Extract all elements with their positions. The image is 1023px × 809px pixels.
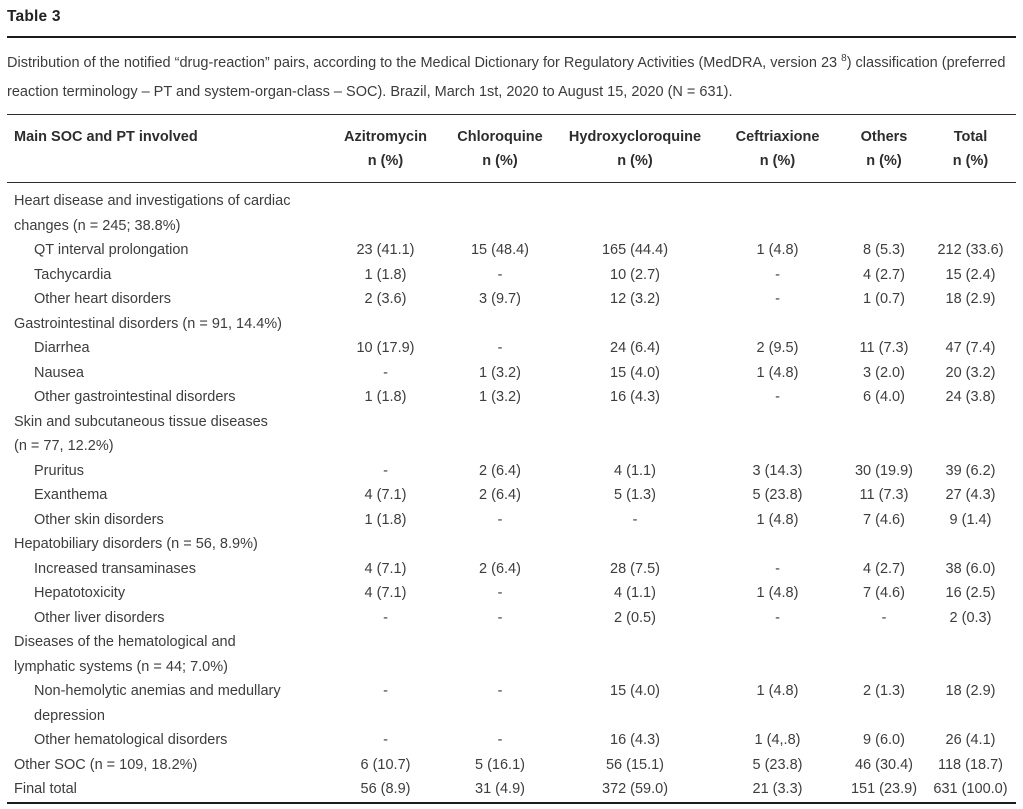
- table-header: [7, 115, 1016, 183]
- cell-value: [558, 410, 712, 459]
- caption-superscript: 8: [841, 53, 847, 65]
- soc-row: [7, 312, 1016, 337]
- cell-value: 165 (44.4): [601, 242, 669, 258]
- table-caption: [7, 49, 1009, 107]
- cell-value: -: [383, 732, 388, 748]
- cell-value: 2 (6.4): [479, 487, 521, 503]
- pt-row: [7, 287, 1016, 312]
- cell-value: 8 (5.3): [863, 242, 905, 258]
- cell-value: [329, 312, 442, 337]
- cell-value: [843, 183, 925, 239]
- cell-value: 10 (2.7): [610, 266, 660, 283]
- cell-value: [712, 410, 843, 459]
- cell-value: 118 (18.7): [937, 756, 1004, 773]
- cell-value: 2 (6.4): [479, 560, 521, 577]
- cell-value: 2 (9.5): [756, 340, 799, 356]
- cell-value: 15 (4.0): [610, 683, 660, 699]
- cell-value: -: [632, 511, 638, 528]
- cell-value: 47 (7.4): [945, 340, 996, 356]
- cell-value: 4 (2.7): [863, 266, 905, 283]
- row-label: Other gastrointestinal disorders: [34, 389, 236, 405]
- row-label: Other SOC (n = 109, 18.2%): [14, 756, 198, 773]
- cell-value: 16 (4.3): [610, 732, 660, 748]
- column-header-chloroquine: Chloroquine n (%): [442, 115, 558, 183]
- soc-row: [7, 410, 1016, 459]
- cell-value: [712, 312, 843, 337]
- cell-value: [558, 532, 712, 557]
- cell-value: 1 (4.8): [756, 511, 799, 528]
- cell-value: 3 (9.7): [479, 291, 521, 307]
- cell-value: 7 (4.6): [863, 511, 905, 528]
- cell-value: 9 (6.0): [863, 732, 905, 748]
- cell-value: 1 (3.2): [479, 364, 521, 381]
- cell-value: 18 (2.9): [945, 683, 996, 699]
- soc-row: [7, 183, 1016, 239]
- cell-value: [712, 183, 843, 239]
- cell-value: [843, 410, 925, 459]
- cell-value: [558, 630, 712, 679]
- row-label: Non-hemolytic anemias and medullary depression: [34, 683, 281, 724]
- row-label: Other heart disorders: [34, 291, 172, 307]
- cell-value: 1 (4,.8): [754, 732, 801, 748]
- cell-value: 1 (4.8): [756, 242, 799, 258]
- cell-value: -: [383, 462, 388, 479]
- soc-row: [7, 532, 1016, 557]
- cell-value: -: [497, 266, 503, 283]
- cell-value: -: [775, 389, 780, 405]
- cell-value: 1 (1.8): [364, 389, 407, 405]
- pt-row: [7, 483, 1016, 508]
- column-header-azitromycin: Azitromycin n (%): [329, 115, 442, 183]
- row-label: Gastrointestinal disorders (n = 91, 14.4%): [14, 315, 282, 332]
- cell-value: 39 (6.2): [945, 462, 996, 479]
- cell-value: -: [497, 511, 503, 528]
- cell-value: 1 (4.8): [756, 683, 799, 699]
- row-label: QT interval prolongation: [34, 242, 189, 258]
- row-label: Diseases of the hematological and lymphatic systems (n = 44; 7.0%): [14, 634, 236, 675]
- caption-text-1: Distribution of the notified “drug-reaction” pairs, according to the Medical Dictionary for Regulatory Activities (MedDRA, version 23: [7, 55, 842, 71]
- row-label: Hepatotoxicity: [34, 585, 126, 601]
- cell-value: 5 (23.8): [752, 487, 803, 503]
- row-label: Skin and subcutaneous tissue diseases (n = 77, 12.2%): [14, 413, 268, 454]
- caption-text-2: ) classification (preferred reaction terminology – PT and system-organ-class – SOC). Brazil, March 1st, 2020 to August 15, 2020 (N = 631).: [7, 55, 1006, 100]
- cell-value: 2 (6.4): [479, 462, 521, 479]
- cell-value: -: [497, 732, 503, 748]
- cell-value: [925, 183, 1016, 239]
- cell-value: 15 (48.4): [470, 242, 530, 258]
- row-label: Tachycardia: [34, 266, 112, 283]
- cell-value: [442, 410, 558, 459]
- cell-value: 2 (1.3): [863, 683, 905, 699]
- pt-row: [7, 336, 1016, 361]
- row-label: Other hematological disorders: [34, 732, 228, 748]
- cell-value: [925, 630, 1016, 679]
- cell-value: 4 (1.1): [614, 462, 656, 479]
- cell-value: 38 (6.0): [945, 560, 996, 577]
- pt-row: [7, 238, 1016, 263]
- cell-value: 5 (16.1): [475, 756, 525, 773]
- cell-value: 16 (2.5): [945, 585, 996, 601]
- cell-value: [442, 312, 558, 337]
- cell-value: 4 (7.1): [364, 560, 407, 577]
- page-title: Table 3: [7, 8, 61, 25]
- cell-value: -: [775, 609, 780, 626]
- cell-value: 1 (1.8): [364, 511, 407, 528]
- row-label: Diarrhea: [34, 340, 90, 356]
- soc-row: [7, 630, 1016, 679]
- cell-value: [925, 532, 1016, 557]
- cell-value: 1 (1.8): [364, 266, 407, 283]
- cell-value: 18 (2.9): [945, 291, 996, 307]
- cell-value: 11 (7.3): [859, 487, 909, 503]
- cell-value: 10 (17.9): [356, 340, 415, 356]
- cell-value: 3 (14.3): [752, 462, 803, 479]
- column-header-ceftriaxione: Ceftriaxione n (%): [712, 115, 843, 183]
- row-label: Exanthema: [34, 487, 108, 503]
- cell-value: 7 (4.6): [863, 585, 905, 601]
- cell-value: 5 (23.8): [752, 756, 803, 773]
- cell-value: 12 (3.2): [610, 291, 660, 307]
- pt-row: [7, 728, 1016, 753]
- column-header-others: Others n (%): [843, 115, 925, 183]
- pt-row: [7, 606, 1016, 631]
- table-body: [7, 183, 1016, 803]
- cell-value: 46 (30.4): [854, 756, 914, 773]
- cell-value: [442, 630, 558, 679]
- cell-value: 27 (4.3): [945, 487, 996, 503]
- row-label: Hepatobiliary disorders (n = 56, 8.9%): [14, 536, 258, 552]
- row-label: Heart disease and investigations of cardiac changes (n = 245; 38.8%): [14, 193, 291, 234]
- cell-value: [925, 410, 1016, 459]
- cell-value: [329, 532, 442, 557]
- cell-value: 2 (3.6): [364, 291, 407, 307]
- cell-value: 6 (10.7): [360, 756, 411, 773]
- cell-value: -: [497, 683, 503, 699]
- column-header-hydroxycloroquine: Hydroxycloroquine n (%): [558, 115, 712, 183]
- cell-value: -: [383, 609, 388, 626]
- cell-value: 151 (23.9): [850, 781, 918, 797]
- pt-row: [7, 385, 1016, 410]
- cell-value: 9 (1.4): [949, 511, 992, 528]
- cell-value: 3 (2.0): [863, 364, 905, 381]
- cell-value: [442, 532, 558, 557]
- cell-value: 28 (7.5): [610, 560, 660, 577]
- cell-value: 2 (0.3): [949, 609, 992, 626]
- pt-row: [7, 581, 1016, 606]
- pt-row: [7, 361, 1016, 386]
- cell-value: -: [775, 560, 780, 577]
- cell-value: [843, 630, 925, 679]
- cell-value: 6 (4.0): [863, 389, 905, 405]
- cell-value: 1 (4.8): [756, 585, 799, 601]
- cell-value: 15 (4.0): [610, 364, 660, 381]
- cell-value: 4 (7.1): [364, 585, 407, 601]
- pt-row: [7, 508, 1016, 533]
- cell-value: 1 (0.7): [863, 291, 905, 307]
- cell-value: 2 (0.5): [614, 609, 656, 626]
- row-label: Nausea: [34, 364, 84, 381]
- cell-value: [329, 410, 442, 459]
- cell-value: [712, 532, 843, 557]
- header-row: [7, 115, 1016, 183]
- cell-value: 26 (4.1): [945, 732, 996, 748]
- cell-value: -: [881, 609, 887, 626]
- total-row: [7, 777, 1016, 803]
- cell-value: 23 (41.1): [356, 242, 415, 258]
- cell-value: [925, 312, 1016, 337]
- pt-row: [7, 459, 1016, 484]
- cell-value: [329, 630, 442, 679]
- cell-value: [442, 183, 558, 239]
- cell-value: [558, 312, 712, 337]
- row-label: Pruritus: [34, 462, 84, 479]
- cell-value: 15 (2.4): [945, 266, 996, 283]
- cell-value: 30 (19.9): [854, 462, 914, 479]
- column-header-soc-pt: Main SOC and PT involved: [7, 115, 329, 183]
- cell-value: 1 (4.8): [756, 364, 799, 381]
- row-label: Final total: [14, 781, 77, 797]
- cell-value: -: [383, 683, 388, 699]
- pt-row: [7, 557, 1016, 582]
- cell-value: 372 (59.0): [601, 781, 669, 797]
- cell-value: 4 (1.1): [614, 585, 656, 601]
- cell-value: 5 (1.3): [614, 487, 656, 503]
- cell-value: 56 (8.9): [360, 781, 411, 797]
- cell-value: 4 (2.7): [863, 560, 905, 577]
- row-label: Other skin disorders: [34, 511, 164, 528]
- soc-row: [7, 753, 1016, 778]
- cell-value: 16 (4.3): [610, 389, 660, 405]
- cell-value: -: [775, 266, 780, 283]
- cell-value: -: [383, 364, 388, 381]
- cell-value: [558, 183, 712, 239]
- cell-value: 20 (3.2): [945, 364, 996, 381]
- cell-value: -: [775, 291, 780, 307]
- pt-row: [7, 263, 1016, 288]
- cell-value: 31 (4.9): [475, 781, 525, 797]
- cell-value: 11 (7.3): [859, 340, 909, 356]
- cell-value: [712, 630, 843, 679]
- title-rule: [7, 36, 1016, 38]
- cell-value: 24 (6.4): [610, 340, 660, 356]
- cell-value: 1 (3.2): [479, 389, 521, 405]
- cell-value: 212 (33.6): [937, 242, 1004, 258]
- cell-value: 21 (3.3): [752, 781, 803, 797]
- cell-value: -: [497, 585, 503, 601]
- cell-value: [843, 312, 925, 337]
- cell-value: [329, 183, 442, 239]
- cell-value: -: [497, 340, 503, 356]
- cell-value: 24 (3.8): [945, 389, 996, 405]
- cell-value: [843, 532, 925, 557]
- cell-value: -: [497, 609, 503, 626]
- cell-value: 631 (100.0): [933, 781, 1008, 797]
- cell-value: 4 (7.1): [364, 487, 407, 503]
- cell-value: 56 (15.1): [605, 756, 665, 773]
- row-label: Other liver disorders: [34, 609, 165, 626]
- row-label: Increased transaminases: [34, 560, 196, 577]
- column-header-total: Total n (%): [925, 115, 1016, 183]
- drug-reaction-table: [7, 114, 1016, 804]
- pt-row: [7, 679, 1016, 728]
